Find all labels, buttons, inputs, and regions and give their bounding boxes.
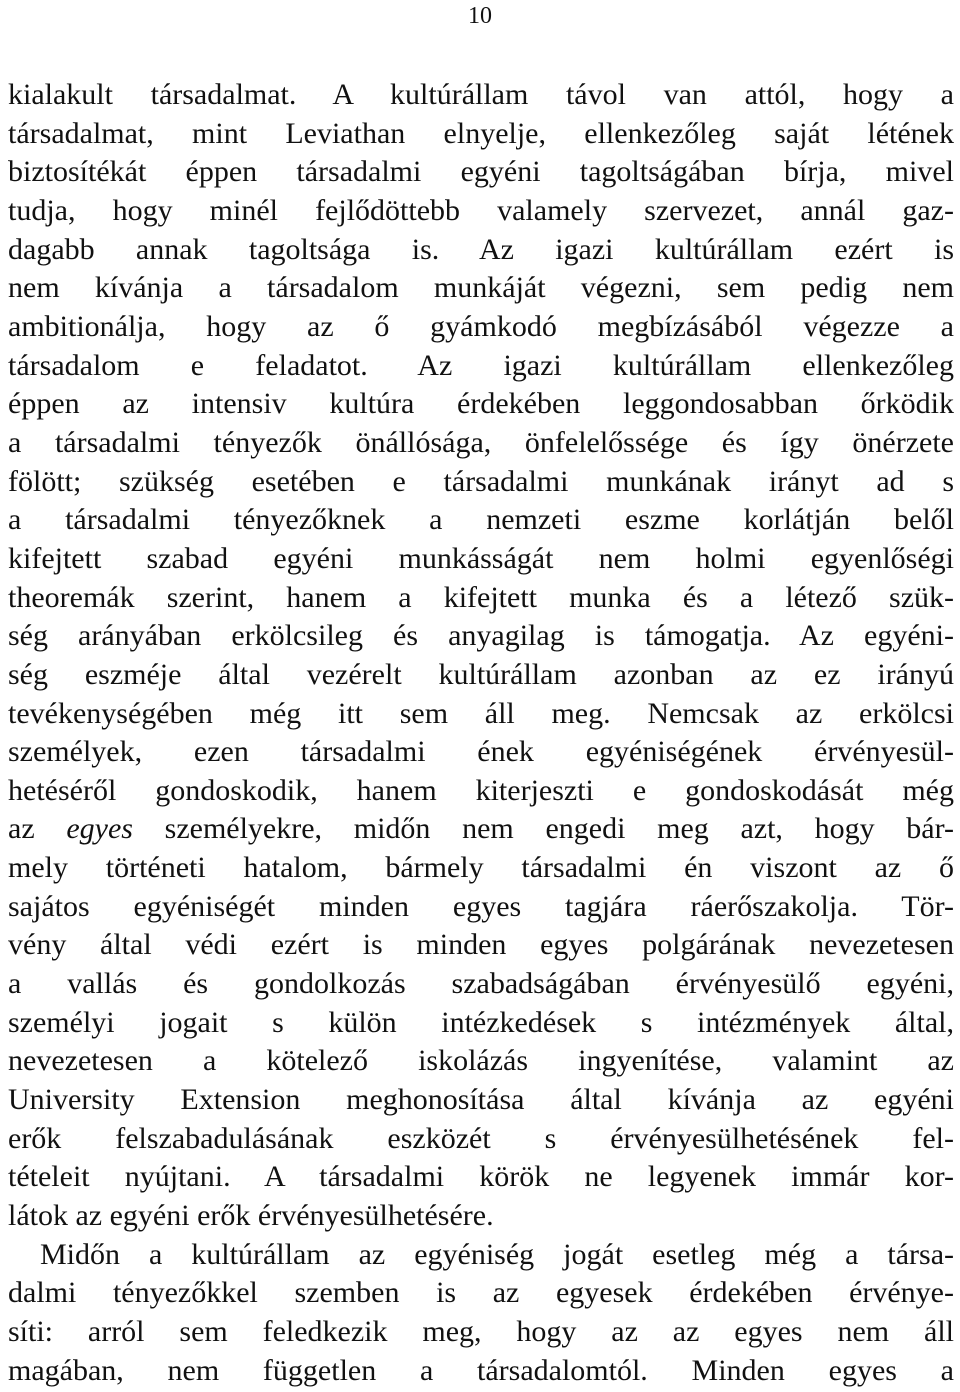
text-line: a vallás és gondolkozás szabadságában érvényesülő egyéni,	[8, 967, 954, 1001]
text-line: Midőn a kultúrállam az egyéniség jogát esetleg még a társa-	[40, 1237, 954, 1271]
text-line: a társadalmi tényezők önállósága, önfelelőssége és így önérzete	[8, 425, 954, 459]
text-line: síti: arról sem feledkezik meg, hogy az az egyes nem áll	[8, 1315, 954, 1348]
text-line: tételeit nyújtani. A társadalmi körök ne legyenek immár kor-	[8, 1160, 954, 1194]
text-line: ség eszméje által vezérelt kultúrállam azonban az ez irányú	[8, 657, 954, 691]
text-line: nevezetesen a kötelező iskolázás ingyenítése, valamint az	[8, 1044, 954, 1078]
paragraph-2	[8, 1236, 954, 1391]
text-line: ambitionálja, hogy az ő gyámkodó megbízásából végezze a	[8, 309, 954, 343]
paragraph-1	[8, 76, 954, 1236]
text-line: nem kívánja a társadalom munkáját végezni, sem pedig nem	[8, 271, 954, 305]
text-line: személyek, ezen társadalmi ének egyéniségének érvényesül-	[8, 735, 954, 769]
text-line: fölött; szükség esetében e társadalmi munkának irányt ad s	[8, 464, 954, 498]
text-line: személyi jogait s külön intézkedések s intézmények által,	[8, 1005, 954, 1039]
text-line: dagabb annak tagoltsága is. Az igazi kultúrállam ezért is	[8, 232, 954, 266]
text-line: a társadalmi tényezőknek a nemzeti eszme korlátján belől	[8, 503, 954, 537]
text-line: University Extension meghonosítása által kívánja az egyéni	[8, 1083, 954, 1117]
text-line: tevékenységében még itt sem áll meg. Nemcsak az erkölcsi	[8, 696, 954, 730]
text-line: kifejtett szabad egyéni munkásságát nem holmi egyenlőségi	[8, 541, 954, 575]
text-line: dalmi tényezőkkel szemben is az egyesek érdekében érvénye-	[8, 1276, 954, 1310]
text-line: társadalom e feladatot. Az igazi kultúrállam ellenkezőleg	[8, 348, 954, 382]
text-line: mely történeti hatalom, bármely társadalmi én viszont az ő	[8, 851, 954, 885]
text-line: éppen az intensiv kultúra érdekében leggondosabban őrködik	[8, 387, 954, 421]
text-line: hetéséről gondoskodik, hanem kiterjeszti e gondoskodását még	[8, 773, 954, 807]
text-line: vény által védi ezért is minden egyes polgárának nevezetesen	[8, 928, 954, 962]
text-line: erők felszabadulásának eszközét s érvényesülhetésének fel-	[8, 1121, 954, 1155]
text-line: ség arányában erkölcsileg és anyagilag is támogatja. Az egyéni-	[8, 619, 954, 653]
text-line: theoremák szerint, hanem a kifejtett munka és a létező szük-	[8, 580, 954, 614]
text-line	[8, 810, 954, 849]
text-segment: személyekre, midőn nem engedi meg azt, hogy bár-	[132, 812, 954, 846]
text-line: sajátos egyéniségét minden egyes tagjára ráerőszakolja. Tör-	[8, 889, 954, 923]
page-number: 10	[468, 3, 492, 29]
emphasis-text: egyes	[66, 812, 133, 846]
text-line: látok az egyéni erők érvényesülhetésére.	[8, 1199, 494, 1233]
body-text	[8, 76, 954, 1390]
text-segment: az	[8, 812, 67, 846]
text-line: magában, nem független a társadalomtól. Minden egyes a	[8, 1353, 954, 1387]
text-line: társadalmat, mint Leviathan elnyelje, ellenkezőleg saját létének	[8, 116, 954, 150]
text-line: kialakult társadalmat. A kultúrállam távol van attól, hogy a	[8, 78, 954, 111]
text-line: tudja, hogy minél fejlődöttebb valamely szervezet, annál gaz-	[8, 193, 954, 227]
text-line: biztosítékát éppen társadalmi egyéni tagoltságában bírja, mivel	[8, 155, 954, 189]
